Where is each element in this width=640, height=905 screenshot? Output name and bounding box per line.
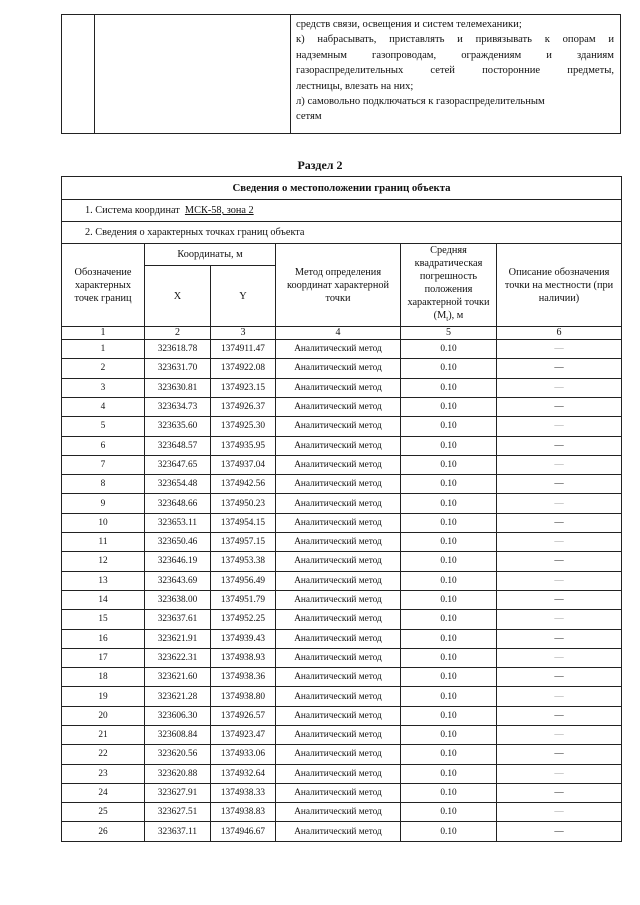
continuation-line: сетям (296, 111, 322, 123)
accuracy-cell: 0.10 (401, 340, 497, 359)
header-accuracy (401, 244, 497, 327)
method-cell: Аналитический метод (276, 552, 401, 571)
y-coord-cell: 1374933.06 (211, 745, 276, 764)
method-cell: Аналитический метод (276, 378, 401, 397)
description-cell: — (497, 513, 622, 532)
table-row (62, 590, 622, 609)
point-id-cell: 26 (62, 822, 145, 841)
description-cell: — (497, 610, 622, 629)
column-number: 6 (497, 327, 622, 340)
point-id-cell: 4 (62, 397, 145, 416)
accuracy-cell: 0.10 (401, 417, 497, 436)
method-cell: Аналитический метод (276, 783, 401, 802)
table-row (62, 706, 622, 725)
point-id-cell: 1 (62, 340, 145, 359)
accuracy-cell: 0.10 (401, 706, 497, 725)
point-id-cell: 7 (62, 455, 145, 474)
description-cell: — (497, 533, 622, 552)
continuation-line: лестницы, влезать на них; (296, 80, 414, 92)
accuracy-cell: 0.10 (401, 378, 497, 397)
method-cell: Аналитический метод (276, 706, 401, 725)
point-id-cell: 16 (62, 629, 145, 648)
table-row (62, 359, 622, 378)
description-cell: — (497, 494, 622, 513)
continuation-col-empty-1 (62, 15, 95, 134)
method-cell: Аналитический метод (276, 668, 401, 687)
accuracy-cell: 0.10 (401, 648, 497, 667)
description-cell: — (497, 687, 622, 706)
header-accuracy-sub: t (446, 315, 449, 324)
method-cell: Аналитический метод (276, 687, 401, 706)
y-coord-cell: 1374938.93 (211, 648, 276, 667)
y-coord-cell: 1374946.67 (211, 822, 276, 841)
boundary-points-table (61, 176, 622, 842)
x-coord-cell: 323620.88 (145, 764, 211, 783)
header-y: Y (211, 266, 276, 327)
method-cell: Аналитический метод (276, 764, 401, 783)
continuation-line: газораспределительных сетей посторонние предметы, (296, 65, 614, 77)
description-cell: — (497, 475, 622, 494)
table-row (62, 629, 622, 648)
column-number: 2 (145, 327, 211, 340)
x-coord-cell: 323638.00 (145, 590, 211, 609)
coord-system-value: МСК-58, зона 2 (184, 205, 254, 216)
description-cell: — (497, 378, 622, 397)
point-id-cell: 14 (62, 590, 145, 609)
point-id-cell: 10 (62, 513, 145, 532)
y-coord-cell: 1374952.25 (211, 610, 276, 629)
method-cell: Аналитический метод (276, 533, 401, 552)
header-accuracy-text: Средняя квадратическая погрешность положения характерной точки (М (407, 245, 490, 321)
method-cell: Аналитический метод (276, 494, 401, 513)
description-cell: — (497, 783, 622, 802)
x-coord-cell: 323646.19 (145, 552, 211, 571)
point-id-cell: 22 (62, 745, 145, 764)
column-number: 3 (211, 327, 276, 340)
method-cell: Аналитический метод (276, 455, 401, 474)
continuation-line: надземным газопроводам, ограждениям и зданиям (296, 49, 614, 61)
x-coord-cell: 323630.81 (145, 378, 211, 397)
table-row (62, 803, 622, 822)
accuracy-cell: 0.10 (401, 668, 497, 687)
accuracy-cell: 0.10 (401, 494, 497, 513)
accuracy-cell: 0.10 (401, 745, 497, 764)
point-id-cell: 21 (62, 725, 145, 744)
point-id-cell: 19 (62, 687, 145, 706)
accuracy-cell: 0.10 (401, 455, 497, 474)
y-coord-cell: 1374938.33 (211, 783, 276, 802)
point-id-cell: 2 (62, 359, 145, 378)
continuation-text-cell (291, 15, 621, 134)
y-coord-cell: 1374954.15 (211, 513, 276, 532)
x-coord-cell: 323637.11 (145, 822, 211, 841)
y-coord-cell: 1374932.64 (211, 764, 276, 783)
description-cell: — (497, 745, 622, 764)
y-coord-cell: 1374926.57 (211, 706, 276, 725)
x-coord-cell: 323650.46 (145, 533, 211, 552)
x-coord-cell: 323654.48 (145, 475, 211, 494)
y-coord-cell: 1374937.04 (211, 455, 276, 474)
table-row (62, 533, 622, 552)
description-cell: — (497, 571, 622, 590)
point-id-cell: 23 (62, 764, 145, 783)
header-description: Описание обозначения точки на местности (при наличии) (497, 244, 622, 327)
method-cell: Аналитический метод (276, 340, 401, 359)
method-cell: Аналитический метод (276, 725, 401, 744)
description-cell: — (497, 822, 622, 841)
header-coords: Координаты, м (145, 244, 276, 266)
y-coord-cell: 1374942.56 (211, 475, 276, 494)
method-cell: Аналитический метод (276, 359, 401, 378)
method-cell: Аналитический метод (276, 803, 401, 822)
y-coord-cell: 1374935.95 (211, 436, 276, 455)
x-coord-cell: 323606.30 (145, 706, 211, 725)
y-coord-cell: 1374938.83 (211, 803, 276, 822)
method-cell: Аналитический метод (276, 513, 401, 532)
point-id-cell: 3 (62, 378, 145, 397)
x-coord-cell: 323621.60 (145, 668, 211, 687)
x-coord-cell: 323634.73 (145, 397, 211, 416)
accuracy-cell: 0.10 (401, 436, 497, 455)
method-cell: Аналитический метод (276, 475, 401, 494)
column-number: 5 (401, 327, 497, 340)
table-row (62, 475, 622, 494)
y-coord-cell: 1374939.43 (211, 629, 276, 648)
accuracy-cell: 0.10 (401, 552, 497, 571)
column-number: 1 (62, 327, 145, 340)
x-coord-cell: 323622.31 (145, 648, 211, 667)
description-cell: — (497, 340, 622, 359)
column-number: 4 (276, 327, 401, 340)
accuracy-cell: 0.10 (401, 571, 497, 590)
point-id-cell: 13 (62, 571, 145, 590)
table-row (62, 378, 622, 397)
coord-system-label: 1. Система координат (85, 205, 180, 216)
x-coord-cell: 323627.91 (145, 783, 211, 802)
accuracy-cell: 0.10 (401, 610, 497, 629)
point-id-cell: 24 (62, 783, 145, 802)
method-cell: Аналитический метод (276, 610, 401, 629)
y-coord-cell: 1374953.38 (211, 552, 276, 571)
x-coord-cell: 323643.69 (145, 571, 211, 590)
x-coord-cell: 323635.60 (145, 417, 211, 436)
method-cell: Аналитический метод (276, 397, 401, 416)
point-id-cell: 12 (62, 552, 145, 571)
points-info-row: 2. Сведения о характерных точках границ объекта (62, 222, 622, 244)
accuracy-cell: 0.10 (401, 397, 497, 416)
accuracy-cell: 0.10 (401, 629, 497, 648)
table-row (62, 397, 622, 416)
accuracy-cell: 0.10 (401, 359, 497, 378)
y-coord-cell: 1374925.30 (211, 417, 276, 436)
x-coord-cell: 323637.61 (145, 610, 211, 629)
table-row (62, 610, 622, 629)
method-cell: Аналитический метод (276, 417, 401, 436)
point-id-cell: 20 (62, 706, 145, 725)
accuracy-cell: 0.10 (401, 590, 497, 609)
x-coord-cell: 323631.70 (145, 359, 211, 378)
table-row (62, 417, 622, 436)
description-cell: — (497, 417, 622, 436)
x-coord-cell: 323648.66 (145, 494, 211, 513)
y-coord-cell: 1374923.15 (211, 378, 276, 397)
point-id-cell: 6 (62, 436, 145, 455)
accuracy-cell: 0.10 (401, 822, 497, 841)
description-cell: — (497, 552, 622, 571)
table-row (62, 687, 622, 706)
method-cell: Аналитический метод (276, 590, 401, 609)
description-cell: — (497, 706, 622, 725)
table-row (62, 725, 622, 744)
y-coord-cell: 1374951.79 (211, 590, 276, 609)
method-cell: Аналитический метод (276, 629, 401, 648)
table-row (62, 552, 622, 571)
y-coord-cell: 1374922.08 (211, 359, 276, 378)
y-coord-cell: 1374938.36 (211, 668, 276, 687)
x-coord-cell: 323620.56 (145, 745, 211, 764)
description-cell: — (497, 725, 622, 744)
section-title: Раздел 2 (297, 158, 343, 172)
point-id-cell: 8 (62, 475, 145, 494)
accuracy-cell: 0.10 (401, 475, 497, 494)
x-coord-cell: 323627.51 (145, 803, 211, 822)
table-row (62, 455, 622, 474)
table-row (62, 822, 622, 841)
y-coord-cell: 1374950.23 (211, 494, 276, 513)
x-coord-cell: 323621.91 (145, 629, 211, 648)
point-id-cell: 25 (62, 803, 145, 822)
header-x: X (145, 266, 211, 327)
accuracy-cell: 0.10 (401, 533, 497, 552)
table-row (62, 571, 622, 590)
accuracy-cell: 0.10 (401, 764, 497, 783)
method-cell: Аналитический метод (276, 822, 401, 841)
table-row (62, 494, 622, 513)
method-cell: Аналитический метод (276, 436, 401, 455)
header-method: Метод определения координат характерной точки (276, 244, 401, 327)
description-cell: — (497, 648, 622, 667)
continuation-col-empty-2 (95, 15, 291, 134)
x-coord-cell: 323647.65 (145, 455, 211, 474)
point-id-cell: 18 (62, 668, 145, 687)
point-id-cell: 9 (62, 494, 145, 513)
method-cell: Аналитический метод (276, 571, 401, 590)
accuracy-cell: 0.10 (401, 513, 497, 532)
y-coord-cell: 1374911.47 (211, 340, 276, 359)
accuracy-cell: 0.10 (401, 783, 497, 802)
point-id-cell: 5 (62, 417, 145, 436)
coord-system-row (62, 200, 622, 222)
method-cell: Аналитический метод (276, 745, 401, 764)
table-row (62, 340, 622, 359)
point-id-cell: 17 (62, 648, 145, 667)
y-coord-cell: 1374923.47 (211, 725, 276, 744)
continuation-line: л) самовольно подключаться к газораспределительным (296, 96, 545, 108)
accuracy-cell: 0.10 (401, 725, 497, 744)
continuation-line: к) набрасывать, приставлять и привязывать к опорам и (296, 34, 614, 46)
description-cell: — (497, 668, 622, 687)
x-coord-cell: 323621.28 (145, 687, 211, 706)
header-accuracy-end: ), м (448, 310, 464, 321)
x-coord-cell: 323618.78 (145, 340, 211, 359)
table-body (62, 340, 622, 842)
table-row (62, 513, 622, 532)
method-cell: Аналитический метод (276, 648, 401, 667)
description-cell: — (497, 397, 622, 416)
description-cell: — (497, 455, 622, 474)
continuation-line: средств связи, освещения и систем телемеханики; (296, 19, 522, 30)
accuracy-cell: 0.10 (401, 803, 497, 822)
table-row (62, 745, 622, 764)
y-coord-cell: 1374956.49 (211, 571, 276, 590)
y-coord-cell: 1374938.80 (211, 687, 276, 706)
x-coord-cell: 323648.57 (145, 436, 211, 455)
table-row (62, 436, 622, 455)
x-coord-cell: 323608.84 (145, 725, 211, 744)
table-row (62, 783, 622, 802)
point-id-cell: 11 (62, 533, 145, 552)
x-coord-cell: 323653.11 (145, 513, 211, 532)
table-title: Сведения о местоположении границ объекта (62, 177, 622, 200)
description-cell: — (497, 436, 622, 455)
description-cell: — (497, 629, 622, 648)
table-row (62, 764, 622, 783)
y-coord-cell: 1374957.15 (211, 533, 276, 552)
table-row (62, 668, 622, 687)
description-cell: — (497, 803, 622, 822)
description-cell: — (497, 764, 622, 783)
accuracy-cell: 0.10 (401, 687, 497, 706)
continuation-table (61, 14, 621, 134)
y-coord-cell: 1374926.37 (211, 397, 276, 416)
description-cell: — (497, 359, 622, 378)
description-cell: — (497, 590, 622, 609)
header-point: Обозначение характерных точек границ (62, 244, 145, 327)
point-id-cell: 15 (62, 610, 145, 629)
table-row (62, 648, 622, 667)
